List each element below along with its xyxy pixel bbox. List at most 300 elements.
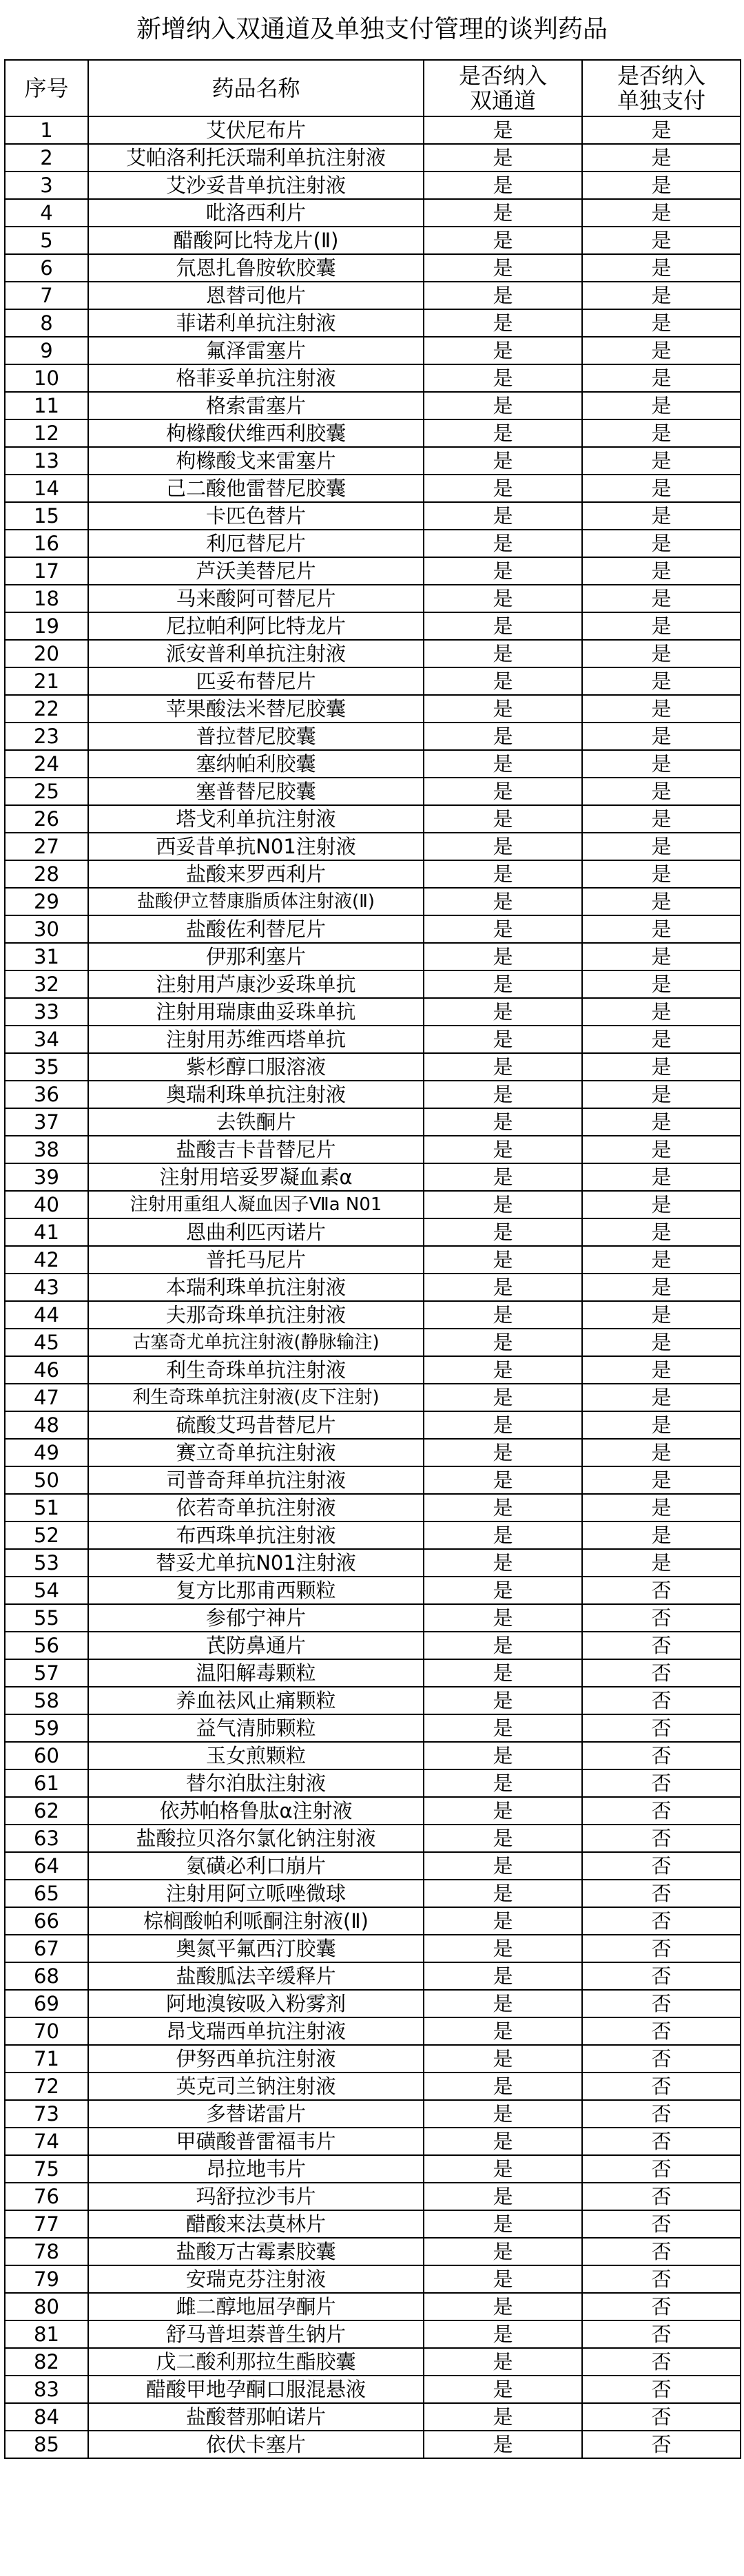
- row-number-cell: 66: [5, 1907, 88, 1935]
- dual-channel-cell: 是: [424, 282, 582, 309]
- table-row: [5, 1081, 741, 1108]
- separate-payment-cell: 是: [582, 116, 741, 144]
- drug-name-cell: 玛舒拉沙韦片: [88, 2183, 424, 2210]
- separate-payment-cell: 是: [582, 1274, 741, 1301]
- drug-name-cell: 棕榈酸帕利哌酮注射液(Ⅱ): [88, 1907, 424, 1935]
- dual-channel-cell: 是: [424, 557, 582, 585]
- row-number-cell: 81: [5, 2320, 88, 2348]
- drug-name-cell: 养血祛风止痛颗粒: [88, 1687, 424, 1714]
- separate-payment-cell: 是: [582, 530, 741, 557]
- table-row: [5, 1329, 741, 1356]
- drug-name-cell: 卡匹色替片: [88, 502, 424, 530]
- dual-channel-cell: 是: [424, 1026, 582, 1053]
- table-row: [5, 860, 741, 888]
- table-row: [5, 1108, 741, 1136]
- dual-channel-cell: 是: [424, 2183, 582, 2210]
- table-row: [5, 1577, 741, 1604]
- separate-payment-cell: 是: [582, 1108, 741, 1136]
- dual-channel-cell: 是: [424, 1218, 582, 1246]
- table-row: [5, 227, 741, 254]
- table-row: [5, 612, 741, 640]
- table-row: [5, 172, 741, 199]
- dual-channel-cell: 是: [424, 2320, 582, 2348]
- row-number-cell: 65: [5, 1880, 88, 1907]
- header-name: 药品名称: [88, 60, 424, 116]
- dual-channel-cell: 是: [424, 2403, 582, 2431]
- dual-channel-cell: 是: [424, 2045, 582, 2073]
- row-number-cell: 10: [5, 364, 88, 392]
- separate-payment-cell: 是: [582, 475, 741, 502]
- dual-channel-cell: 是: [424, 1191, 582, 1218]
- row-number-cell: 85: [5, 2431, 88, 2458]
- separate-payment-cell: 否: [582, 2403, 741, 2431]
- table-row: [5, 144, 741, 172]
- drug-name-cell: 塞纳帕利胶囊: [88, 750, 424, 778]
- table-row: [5, 199, 741, 227]
- separate-payment-cell: 是: [582, 915, 741, 943]
- row-number-cell: 78: [5, 2238, 88, 2265]
- drug-name-cell: 恩曲利匹丙诺片: [88, 1218, 424, 1246]
- separate-payment-cell: 是: [582, 227, 741, 254]
- dual-channel-cell: 是: [424, 2210, 582, 2238]
- separate-payment-cell: 是: [582, 612, 741, 640]
- separate-payment-cell: 是: [582, 1301, 741, 1329]
- drug-name-cell: 硫酸艾玛昔替尼片: [88, 1411, 424, 1439]
- row-number-cell: 6: [5, 254, 88, 282]
- dual-channel-cell: 是: [424, 1962, 582, 1990]
- dual-channel-cell: 是: [424, 1439, 582, 1466]
- drug-name-cell: 利生奇珠单抗注射液(皮下注射): [88, 1384, 424, 1411]
- table-row: [5, 943, 741, 970]
- drug-name-cell: 英克司兰钠注射液: [88, 2073, 424, 2100]
- separate-payment-cell: 是: [582, 447, 741, 475]
- separate-payment-cell: 是: [582, 888, 741, 915]
- drug-name-cell: 氘恩扎鲁胺软胶囊: [88, 254, 424, 282]
- table-row: [5, 2073, 741, 2100]
- table-row: [5, 1301, 741, 1329]
- dual-channel-cell: 是: [424, 1549, 582, 1577]
- drug-name-cell: 替妥尤单抗N01注射液: [88, 1549, 424, 1577]
- drug-name-cell: 注射用培妥罗凝血素α: [88, 1163, 424, 1191]
- row-number-cell: 8: [5, 309, 88, 337]
- drug-name-cell: 枸橼酸伏维西利胶囊: [88, 419, 424, 447]
- row-number-cell: 67: [5, 1935, 88, 1962]
- drug-name-cell: 匹妥布替尼片: [88, 667, 424, 695]
- drug-name-cell: 派安普利单抗注射液: [88, 640, 424, 667]
- row-number-cell: 20: [5, 640, 88, 667]
- dual-channel-cell: 是: [424, 1246, 582, 1274]
- separate-payment-cell: 否: [582, 2431, 741, 2458]
- table-row: [5, 723, 741, 750]
- row-number-cell: 19: [5, 612, 88, 640]
- row-number-cell: 23: [5, 723, 88, 750]
- separate-payment-cell: 是: [582, 805, 741, 833]
- table-row: [5, 2320, 741, 2348]
- drug-name-cell: 安瑞克芬注射液: [88, 2265, 424, 2293]
- separate-payment-cell: 是: [582, 337, 741, 364]
- dual-channel-cell: 是: [424, 970, 582, 998]
- separate-payment-cell: 是: [582, 1466, 741, 1494]
- separate-payment-cell: 否: [582, 2210, 741, 2238]
- table-row: [5, 2183, 741, 2210]
- dual-channel-cell: 是: [424, 1632, 582, 1659]
- row-number-cell: 77: [5, 2210, 88, 2238]
- drug-name-cell: 吡洛西利片: [88, 199, 424, 227]
- row-number-cell: 46: [5, 1356, 88, 1384]
- separate-payment-cell: 否: [582, 1769, 741, 1797]
- table-row: [5, 1163, 741, 1191]
- row-number-cell: 41: [5, 1218, 88, 1246]
- row-number-cell: 62: [5, 1797, 88, 1825]
- table-body: [5, 116, 741, 2458]
- row-number-cell: 48: [5, 1411, 88, 1439]
- drug-name-cell: 阿地溴铵吸入粉雾剂: [88, 1990, 424, 2017]
- separate-payment-cell: 否: [582, 1907, 741, 1935]
- separate-payment-cell: 是: [582, 172, 741, 199]
- row-number-cell: 15: [5, 502, 88, 530]
- row-number-cell: 16: [5, 530, 88, 557]
- dual-channel-cell: 是: [424, 2293, 582, 2320]
- row-number-cell: 70: [5, 2017, 88, 2045]
- row-number-cell: 75: [5, 2155, 88, 2183]
- dual-channel-cell: 是: [424, 860, 582, 888]
- drug-name-cell: 恩替司他片: [88, 282, 424, 309]
- separate-payment-cell: 是: [582, 750, 741, 778]
- separate-payment-cell: 是: [582, 1356, 741, 1384]
- table-row: [5, 1769, 741, 1797]
- drug-name-cell: 参郁宁神片: [88, 1604, 424, 1632]
- dual-channel-cell: 是: [424, 227, 582, 254]
- dual-channel-cell: 是: [424, 530, 582, 557]
- table-row: [5, 1549, 741, 1577]
- drug-name-cell: 伊那利塞片: [88, 943, 424, 970]
- separate-payment-cell: 否: [582, 2293, 741, 2320]
- drug-name-cell: 苹果酸法米替尼胶囊: [88, 695, 424, 723]
- row-number-cell: 74: [5, 2128, 88, 2155]
- dual-channel-cell: 是: [424, 1769, 582, 1797]
- dual-channel-cell: 是: [424, 1466, 582, 1494]
- row-number-cell: 51: [5, 1494, 88, 1521]
- table-row: [5, 1714, 741, 1742]
- header-separate-payment: [582, 60, 741, 116]
- dual-channel-cell: 是: [424, 364, 582, 392]
- table-row: [5, 915, 741, 943]
- row-number-cell: 68: [5, 1962, 88, 1990]
- dual-channel-cell: 是: [424, 998, 582, 1026]
- separate-payment-cell: 是: [582, 970, 741, 998]
- separate-payment-cell: 是: [582, 557, 741, 585]
- separate-payment-cell: 否: [582, 1990, 741, 2017]
- row-number-cell: 24: [5, 750, 88, 778]
- dual-channel-cell: 是: [424, 419, 582, 447]
- separate-payment-cell: 否: [582, 1577, 741, 1604]
- dual-channel-cell: 是: [424, 750, 582, 778]
- separate-payment-cell: 否: [582, 1742, 741, 1769]
- separate-payment-cell: 是: [582, 392, 741, 419]
- dual-channel-cell: 是: [424, 1081, 582, 1108]
- row-number-cell: 13: [5, 447, 88, 475]
- row-number-cell: 18: [5, 585, 88, 612]
- drug-name-cell: 舒马普坦萘普生钠片: [88, 2320, 424, 2348]
- separate-payment-cell: 是: [582, 943, 741, 970]
- dual-channel-cell: 是: [424, 172, 582, 199]
- row-number-cell: 11: [5, 392, 88, 419]
- table-row: [5, 1494, 741, 1521]
- drug-name-cell: 己二酸他雷替尼胶囊: [88, 475, 424, 502]
- drug-name-cell: 利厄替尼片: [88, 530, 424, 557]
- dual-channel-cell: 是: [424, 337, 582, 364]
- separate-payment-cell: 是: [582, 1494, 741, 1521]
- separate-payment-cell: 否: [582, 1825, 741, 1852]
- drug-name-cell: 醋酸阿比特龙片(Ⅱ): [88, 227, 424, 254]
- table-row: [5, 2238, 741, 2265]
- separate-payment-cell: 是: [582, 667, 741, 695]
- dual-channel-cell: 是: [424, 2100, 582, 2128]
- table-row: [5, 364, 741, 392]
- dual-channel-cell: 是: [424, 1053, 582, 1081]
- drug-name-cell: 盐酸佐利替尼片: [88, 915, 424, 943]
- table-row: [5, 447, 741, 475]
- separate-payment-cell: 是: [582, 1026, 741, 1053]
- row-number-cell: 39: [5, 1163, 88, 1191]
- dual-channel-cell: 是: [424, 392, 582, 419]
- table-row: [5, 2017, 741, 2045]
- drug-name-cell: 赛立奇单抗注射液: [88, 1439, 424, 1466]
- table-row: [5, 2155, 741, 2183]
- drug-name-cell: 注射用芦康沙妥珠单抗: [88, 970, 424, 998]
- table-row: [5, 2045, 741, 2073]
- drug-name-cell: 艾伏尼布片: [88, 116, 424, 144]
- table-row: [5, 1053, 741, 1081]
- dual-channel-cell: 是: [424, 723, 582, 750]
- separate-payment-cell: 是: [582, 1081, 741, 1108]
- table-row: [5, 778, 741, 805]
- row-number-cell: 43: [5, 1274, 88, 1301]
- row-number-cell: 2: [5, 144, 88, 172]
- separate-payment-cell: 否: [582, 2238, 741, 2265]
- drug-name-cell: 注射用苏维西塔单抗: [88, 1026, 424, 1053]
- separate-payment-cell: 否: [582, 2017, 741, 2045]
- dual-channel-cell: 是: [424, 1852, 582, 1880]
- table-row: [5, 1825, 741, 1852]
- row-number-cell: 73: [5, 2100, 88, 2128]
- dual-channel-cell: 是: [424, 612, 582, 640]
- drug-name-cell: 温阳解毒颗粒: [88, 1659, 424, 1687]
- table-row: [5, 2210, 741, 2238]
- row-number-cell: 76: [5, 2183, 88, 2210]
- table-row: [5, 1411, 741, 1439]
- row-number-cell: 56: [5, 1632, 88, 1659]
- table-row: [5, 309, 741, 337]
- table-row: [5, 1466, 741, 1494]
- separate-payment-cell: 是: [582, 640, 741, 667]
- table-row: [5, 2431, 741, 2458]
- drug-name-cell: 司普奇拜单抗注射液: [88, 1466, 424, 1494]
- table-row: [5, 1742, 741, 1769]
- dual-channel-cell: 是: [424, 1163, 582, 1191]
- dual-channel-cell: 是: [424, 888, 582, 915]
- drug-name-cell: 盐酸来罗西利片: [88, 860, 424, 888]
- table-row: [5, 833, 741, 860]
- row-number-cell: 3: [5, 172, 88, 199]
- row-number-cell: 31: [5, 943, 88, 970]
- table-row: [5, 998, 741, 1026]
- header-row: [5, 60, 741, 116]
- dual-channel-cell: 是: [424, 1880, 582, 1907]
- drug-name-cell: 复方比那甫西颗粒: [88, 1577, 424, 1604]
- table-row: [5, 392, 741, 419]
- separate-payment-cell: 是: [582, 1136, 741, 1163]
- table-row: [5, 1191, 741, 1218]
- table-row: [5, 640, 741, 667]
- drug-name-cell: 利生奇珠单抗注射液: [88, 1356, 424, 1384]
- header-separate-line1: 是否纳入: [617, 63, 705, 89]
- drug-name-cell: 芪防鼻通片: [88, 1632, 424, 1659]
- dual-channel-cell: 是: [424, 144, 582, 172]
- dual-channel-cell: 是: [424, 1907, 582, 1935]
- row-number-cell: 52: [5, 1521, 88, 1549]
- separate-payment-cell: 否: [582, 2265, 741, 2293]
- table-header: [5, 60, 741, 116]
- row-number-cell: 9: [5, 337, 88, 364]
- separate-payment-cell: 否: [582, 2183, 741, 2210]
- drug-table: [4, 59, 741, 2459]
- table-row: [5, 337, 741, 364]
- dual-channel-cell: 是: [424, 1494, 582, 1521]
- table-row: [5, 502, 741, 530]
- table-row: [5, 1659, 741, 1687]
- separate-payment-cell: 是: [582, 1384, 741, 1411]
- dual-channel-cell: 是: [424, 199, 582, 227]
- separate-payment-cell: 否: [582, 1604, 741, 1632]
- row-number-cell: 36: [5, 1081, 88, 1108]
- row-number-cell: 63: [5, 1825, 88, 1852]
- dual-channel-cell: 是: [424, 1356, 582, 1384]
- row-number-cell: 40: [5, 1191, 88, 1218]
- separate-payment-cell: 是: [582, 1053, 741, 1081]
- dual-channel-cell: 是: [424, 1274, 582, 1301]
- row-number-cell: 80: [5, 2293, 88, 2320]
- dual-channel-cell: 是: [424, 1604, 582, 1632]
- dual-channel-cell: 是: [424, 1687, 582, 1714]
- separate-payment-cell: 是: [582, 1191, 741, 1218]
- separate-payment-cell: 否: [582, 2073, 741, 2100]
- row-number-cell: 44: [5, 1301, 88, 1329]
- drug-name-cell: 盐酸吉卡昔替尼片: [88, 1136, 424, 1163]
- row-number-cell: 5: [5, 227, 88, 254]
- dual-channel-cell: 是: [424, 1742, 582, 1769]
- separate-payment-cell: 是: [582, 364, 741, 392]
- drug-name-cell: 布西珠单抗注射液: [88, 1521, 424, 1549]
- drug-name-cell: 去铁酮片: [88, 1108, 424, 1136]
- separate-payment-cell: 是: [582, 1163, 741, 1191]
- separate-payment-cell: 是: [582, 1411, 741, 1439]
- separate-payment-cell: 是: [582, 1329, 741, 1356]
- separate-payment-cell: 是: [582, 998, 741, 1026]
- separate-payment-cell: 是: [582, 144, 741, 172]
- row-number-cell: 83: [5, 2376, 88, 2403]
- drug-name-cell: 益气清肺颗粒: [88, 1714, 424, 1742]
- separate-payment-cell: 否: [582, 1632, 741, 1659]
- row-number-cell: 37: [5, 1108, 88, 1136]
- table-row: [5, 2265, 741, 2293]
- dual-channel-cell: 是: [424, 833, 582, 860]
- row-number-cell: 55: [5, 1604, 88, 1632]
- separate-payment-cell: 是: [582, 1439, 741, 1466]
- dual-channel-cell: 是: [424, 502, 582, 530]
- drug-name-cell: 昂戈瑞西单抗注射液: [88, 2017, 424, 2045]
- drug-name-cell: 戊二酸利那拉生酯胶囊: [88, 2348, 424, 2376]
- dual-channel-cell: 是: [424, 1659, 582, 1687]
- row-number-cell: 17: [5, 557, 88, 585]
- table-row: [5, 1852, 741, 1880]
- row-number-cell: 33: [5, 998, 88, 1026]
- dual-channel-cell: 是: [424, 447, 582, 475]
- drug-name-cell: 西妥昔单抗N01注射液: [88, 833, 424, 860]
- separate-payment-cell: 是: [582, 1521, 741, 1549]
- separate-payment-cell: 否: [582, 1880, 741, 1907]
- drug-name-cell: 夫那奇珠单抗注射液: [88, 1301, 424, 1329]
- separate-payment-cell: 否: [582, 2128, 741, 2155]
- drug-name-cell: 玉女煎颗粒: [88, 1742, 424, 1769]
- drug-name-cell: 注射用阿立哌唑微球: [88, 1880, 424, 1907]
- drug-name-cell: 盐酸替那帕诺片: [88, 2403, 424, 2431]
- row-number-cell: 64: [5, 1852, 88, 1880]
- dual-channel-cell: 是: [424, 2238, 582, 2265]
- row-number-cell: 32: [5, 970, 88, 998]
- separate-payment-cell: 是: [582, 419, 741, 447]
- separate-payment-cell: 否: [582, 2155, 741, 2183]
- separate-payment-cell: 否: [582, 1714, 741, 1742]
- drug-name-cell: 艾帕洛利托沃瑞利单抗注射液: [88, 144, 424, 172]
- row-number-cell: 45: [5, 1329, 88, 1356]
- row-number-cell: 29: [5, 888, 88, 915]
- row-number-cell: 50: [5, 1466, 88, 1494]
- row-number-cell: 49: [5, 1439, 88, 1466]
- drug-name-cell: 伊努西单抗注射液: [88, 2045, 424, 2073]
- separate-payment-cell: 是: [582, 282, 741, 309]
- drug-name-cell: 盐酸伊立替康脂质体注射液(Ⅱ): [88, 888, 424, 915]
- separate-payment-cell: 是: [582, 254, 741, 282]
- row-number-cell: 30: [5, 915, 88, 943]
- dual-channel-cell: 是: [424, 1384, 582, 1411]
- row-number-cell: 21: [5, 667, 88, 695]
- separate-payment-cell: 否: [582, 2348, 741, 2376]
- dual-channel-cell: 是: [424, 1935, 582, 1962]
- drug-name-cell: 古塞奇尤单抗注射液(静脉输注): [88, 1329, 424, 1356]
- table-row: [5, 254, 741, 282]
- drug-name-cell: 盐酸拉贝洛尔氯化钠注射液: [88, 1825, 424, 1852]
- table-row: [5, 750, 741, 778]
- dual-channel-cell: 是: [424, 475, 582, 502]
- table-row: [5, 585, 741, 612]
- row-number-cell: 59: [5, 1714, 88, 1742]
- drug-name-cell: 普拉替尼胶囊: [88, 723, 424, 750]
- dual-channel-cell: 是: [424, 309, 582, 337]
- dual-channel-cell: 是: [424, 778, 582, 805]
- row-number-cell: 7: [5, 282, 88, 309]
- separate-payment-cell: 是: [582, 860, 741, 888]
- drug-name-cell: 枸橼酸戈来雷塞片: [88, 447, 424, 475]
- row-number-cell: 34: [5, 1026, 88, 1053]
- separate-payment-cell: 否: [582, 2100, 741, 2128]
- separate-payment-cell: 是: [582, 585, 741, 612]
- drug-name-cell: 替尔泊肽注射液: [88, 1769, 424, 1797]
- dual-channel-cell: 是: [424, 1411, 582, 1439]
- separate-payment-cell: 是: [582, 1246, 741, 1274]
- row-number-cell: 28: [5, 860, 88, 888]
- table-row: [5, 1604, 741, 1632]
